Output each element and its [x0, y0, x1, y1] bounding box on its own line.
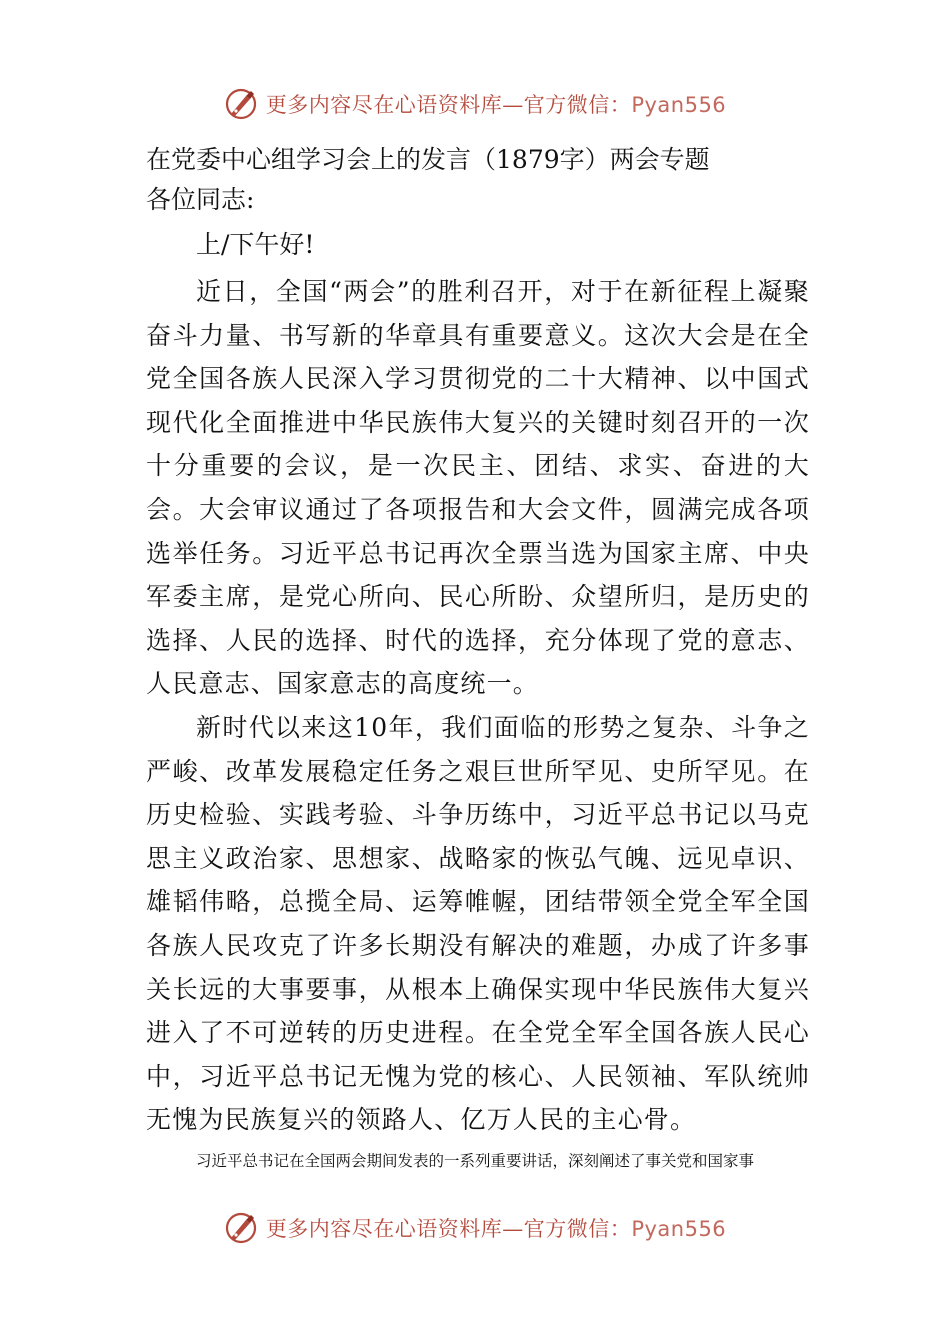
- watermark-footer: [0, 1208, 950, 1248]
- watermark-text: 更多内容尽在心语资料库—官方微信：Pyan556: [265, 1217, 727, 1241]
- pen-nib-circle-icon: [224, 87, 258, 121]
- paragraph-1: 近日，全国“两会”的胜利召开，对于在新征程上凝聚奋斗力量、书写新的华章具有重要意义。这次大会是在全党全国各族人民深入学习贯彻党的二十大精神、以中国式现代化全面推进中华民族伟大复兴的关键时刻召开的一次十分重要的会议，是一次民主、团结、求实、奋进的大会。大会审议通过了各项报告和大会文件，圆满完成各项选举任务。习近平总书记再次全票当选为国家主席、中央军委主席，是党心所向、民心所盼、众望所归，是历史的选择、人民的选择、时代的选择，充分体现了党的意志、人民意志、国家意志的高度统一。: [146, 277, 810, 699]
- watermark-header: [0, 84, 950, 124]
- watermark-wechat-id: Pyan556: [631, 93, 727, 117]
- salutation: 各位同志:: [146, 185, 255, 214]
- paragraph-2: 新时代以来这10年，我们面临的形势之复杂、斗争之严峻、改革发展稳定任务之艰巨世所罕见、史所罕见。在历史检验、实践考验、斗争历练中，习近平总书记以马克思主义政治家、思想家、战略家的恢弘气魄、远见卓识、雄韬伟略，总揽全局、运筹帷幄，团结带领全党全军全国各族人民攻克了许多长期没有解决的难题，办成了许多事关长远的大事要事，从根本上确保实现中华民族伟大复兴进入了不可逆转的历史进程。在全党全军全国各族人民心中，习近平总书记无愧为党的核心、人民领袖、军队统帅无愧为民族复兴的领路人、亿万人民的主心骨。: [146, 712, 810, 1135]
- document-body: [146, 140, 810, 1142]
- watermark-text: 更多内容尽在心语资料库—官方微信：Pyan556: [265, 93, 727, 117]
- watermark-wechat-id: Pyan556: [631, 1217, 727, 1241]
- document-title: 在党委中心组学习会上的发言（1879字）两会专题: [146, 145, 710, 174]
- greeting: 上/下午好!: [196, 230, 315, 259]
- pen-nib-circle-icon: [224, 1211, 258, 1245]
- paragraph-3-fragment: 习近平总书记在全国两会期间发表的一系列重要讲话，深刻阐述了事关党和国家事: [196, 1152, 755, 1170]
